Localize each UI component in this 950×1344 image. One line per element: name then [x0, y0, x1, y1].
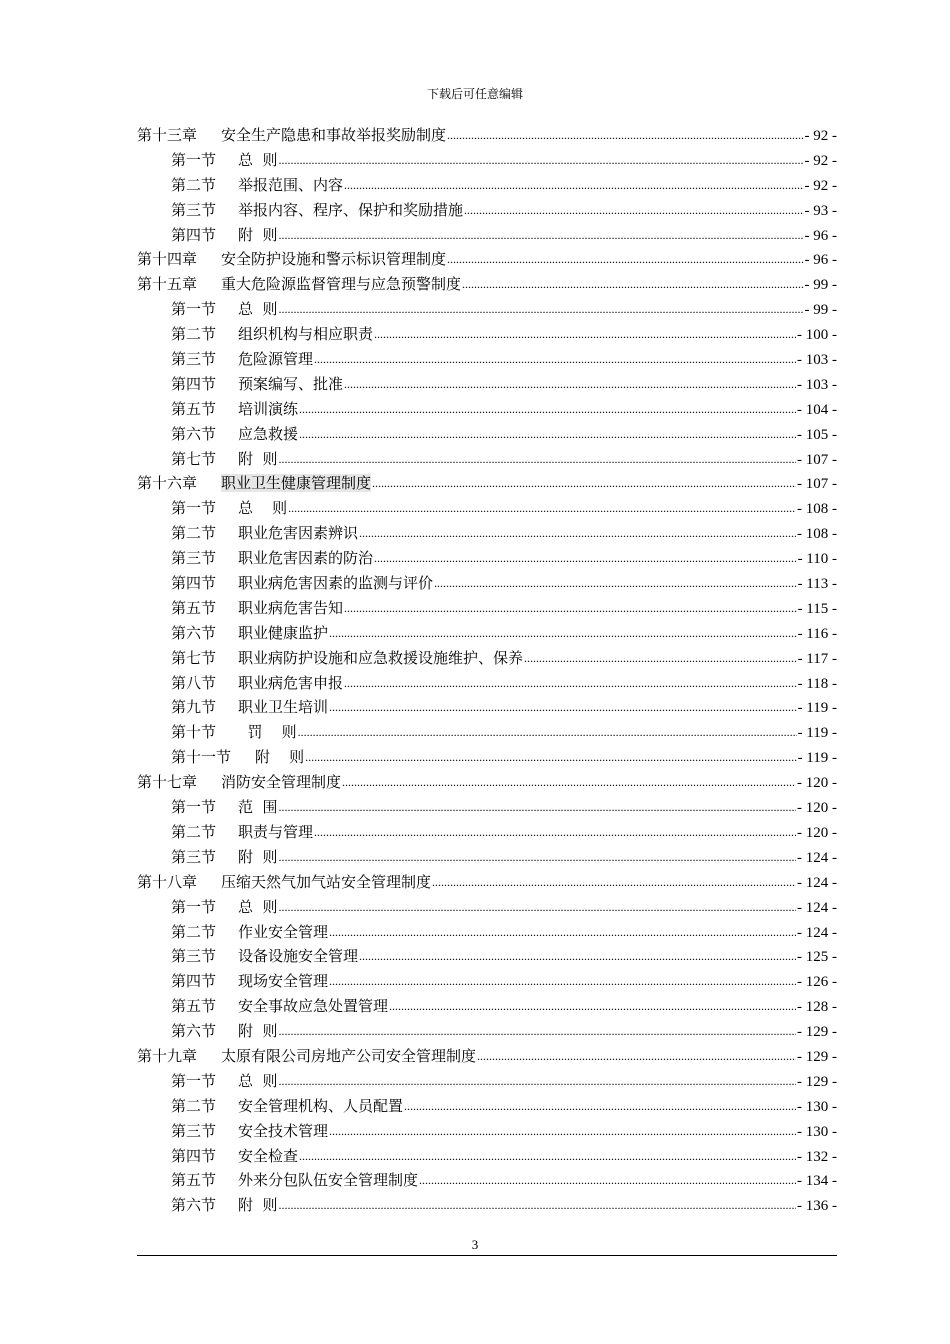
- toc-section-entry[interactable]: [137, 373, 837, 398]
- toc-entry-title: 职业病防护设施和应急救援设施维护、保养: [238, 648, 524, 667]
- toc-entry-number: 第五节: [171, 1171, 217, 1190]
- toc-entry-title: 举报内容、程序、保护和奖励措施: [238, 200, 464, 219]
- toc-entry-page: - 119 -: [797, 750, 837, 767]
- toc-section-entry[interactable]: [137, 945, 837, 970]
- toc-entry-page: - 93 -: [804, 202, 837, 219]
- toc-entry-page: - 129 -: [797, 1048, 837, 1065]
- toc-dot-leader: [464, 200, 803, 215]
- toc-section-entry[interactable]: [137, 597, 837, 622]
- toc-section-entry[interactable]: [137, 647, 837, 672]
- toc-entry-label: [171, 995, 388, 1016]
- toc-entry-page: - 99 -: [804, 302, 837, 319]
- toc-entry-label: [137, 273, 461, 294]
- toc-dot-leader: [344, 374, 796, 389]
- toc-entry-label: [171, 174, 343, 195]
- toc-section-entry[interactable]: [137, 423, 837, 448]
- toc-entry-page: - 92 -: [804, 177, 837, 194]
- toc-entry-title: 设备设施安全管理: [238, 947, 359, 966]
- toc-dot-leader: [342, 772, 796, 787]
- toc-entry-page: - 126 -: [797, 974, 837, 991]
- toc-section-entry[interactable]: [137, 1194, 837, 1219]
- toc-dot-leader: [329, 697, 797, 712]
- footer-rule: [137, 1255, 837, 1256]
- toc-dot-leader: [279, 1071, 796, 1086]
- toc-entry-number: 第十节: [171, 723, 217, 742]
- toc-entry-page: - 100 -: [797, 327, 837, 344]
- toc-entry-label: [171, 1145, 298, 1166]
- toc-entry-page: - 115 -: [797, 600, 837, 617]
- toc-entry-title: 附 则: [238, 1022, 278, 1041]
- toc-section-entry[interactable]: [137, 921, 837, 946]
- table-of-contents: [137, 124, 837, 1219]
- toc-section-entry[interactable]: [137, 348, 837, 373]
- toc-entry-number: 第一节: [171, 897, 217, 916]
- toc-section-entry[interactable]: [137, 174, 837, 199]
- toc-dot-leader: [299, 399, 796, 414]
- toc-dot-leader: [477, 1046, 796, 1061]
- toc-entry-page: - 108 -: [797, 501, 837, 518]
- toc-entry-title: 安全管理机构、人员配置: [238, 1096, 404, 1115]
- toc-entry-number: 第二节: [171, 922, 217, 941]
- toc-entry-title: 安全生产隐患和事故举报奖励制度: [221, 126, 447, 144]
- toc-dot-leader: [279, 897, 796, 912]
- toc-entry-title: 安全事故应急处置管理: [238, 997, 389, 1016]
- toc-dot-leader: [288, 498, 796, 513]
- toc-entry-number: 第十五章: [137, 275, 198, 294]
- toc-entry-label: [171, 149, 278, 170]
- toc-entry-number: 第四节: [171, 225, 217, 244]
- toc-entry-title: 职业危害因素辨识: [238, 524, 359, 543]
- toc-entry-number: 第三节: [171, 947, 217, 966]
- toc-section-entry[interactable]: [137, 298, 837, 323]
- toc-section-entry[interactable]: [137, 622, 837, 647]
- toc-section-entry[interactable]: [137, 796, 837, 821]
- toc-entry-label: [171, 323, 373, 344]
- toc-section-entry[interactable]: [137, 323, 837, 348]
- toc-dot-leader: [389, 996, 796, 1011]
- toc-entry-title: 举报范围、内容: [238, 175, 344, 194]
- toc-entry-page: - 104 -: [797, 401, 837, 418]
- toc-dot-leader: [374, 324, 796, 339]
- toc-entry-number: 第一节: [171, 150, 217, 169]
- toc-entry-label: [171, 846, 278, 867]
- toc-section-entry[interactable]: [137, 721, 837, 746]
- toc-entry-page: - 119 -: [797, 700, 837, 717]
- toc-section-entry[interactable]: [137, 448, 837, 473]
- toc-entry-number: 第一节: [171, 499, 217, 518]
- toc-entry-page: - 124 -: [797, 924, 837, 941]
- toc-chapter-entry[interactable]: [137, 771, 837, 796]
- toc-section-entry[interactable]: [137, 1169, 837, 1194]
- toc-entry-title: 附 则: [238, 449, 278, 468]
- toc-entry-label: [171, 398, 298, 419]
- toc-entry-title: 总 则: [238, 300, 278, 319]
- toc-dot-leader: [279, 1021, 796, 1036]
- toc-entry-page: - 116 -: [797, 625, 837, 642]
- toc-entry-title: 附 则: [238, 1196, 278, 1215]
- toc-entry-page: - 128 -: [797, 999, 837, 1016]
- toc-entry-number: 第八节: [171, 673, 217, 692]
- toc-entry-page: - 117 -: [797, 650, 837, 667]
- toc-entry-title: 附 则: [238, 847, 278, 866]
- toc-dot-leader: [359, 946, 796, 961]
- toc-section-entry[interactable]: [137, 149, 837, 174]
- toc-chapter-entry[interactable]: [137, 273, 837, 298]
- toc-entry-number: 第六节: [171, 623, 217, 642]
- toc-entry-label: [171, 696, 328, 717]
- toc-entry-title: 职责与管理: [238, 822, 314, 841]
- toc-entry-title: 职业卫生培训: [238, 698, 329, 717]
- toc-entry-label: [171, 896, 278, 917]
- toc-section-entry[interactable]: [137, 1095, 837, 1120]
- toc-dot-leader: [419, 1170, 796, 1185]
- toc-section-entry[interactable]: [137, 572, 837, 597]
- toc-dot-leader: [329, 922, 796, 937]
- toc-dot-leader: [434, 573, 797, 588]
- toc-entry-title: 安全技术管理: [238, 1121, 329, 1140]
- toc-entry-title: 总 则: [238, 897, 278, 916]
- toc-dot-leader: [329, 1121, 796, 1136]
- toc-entry-page: - 96 -: [804, 227, 837, 244]
- toc-section-entry[interactable]: [137, 672, 837, 697]
- toc-entry-page: - 124 -: [797, 849, 837, 866]
- toc-entry-label: [171, 672, 343, 693]
- toc-entry-number: 第五节: [171, 997, 217, 1016]
- toc-entry-label: [171, 497, 287, 518]
- toc-dot-leader: [359, 523, 796, 538]
- toc-dot-leader: [404, 1096, 796, 1111]
- toc-entry-title: 组织机构与相应职责: [238, 325, 374, 344]
- toc-entry-title: 培训演练: [238, 399, 299, 418]
- toc-entry-label: [171, 423, 298, 444]
- toc-entry-page: - 92 -: [804, 152, 837, 169]
- toc-dot-leader: [462, 274, 803, 289]
- toc-dot-leader: [279, 1195, 796, 1210]
- toc-entry-number: 第七节: [171, 648, 217, 667]
- toc-entry-label: [171, 373, 343, 394]
- toc-section-entry[interactable]: [137, 821, 837, 846]
- toc-entry-number: 第二节: [171, 175, 217, 194]
- toc-dot-leader: [344, 175, 803, 190]
- toc-entry-label: [171, 1194, 278, 1215]
- toc-entry-number: 第二节: [171, 1096, 217, 1115]
- toc-entry-page: - 120 -: [797, 824, 837, 841]
- toc-entry-title: 压缩天然气加气站安全管理制度: [221, 872, 432, 891]
- toc-chapter-entry[interactable]: [137, 1045, 837, 1070]
- toc-entry-label: [171, 1020, 278, 1041]
- toc-chapter-entry[interactable]: [137, 248, 837, 273]
- toc-section-entry[interactable]: [137, 746, 837, 771]
- toc-entry-page: - 120 -: [797, 775, 837, 792]
- toc-dot-leader: [314, 822, 796, 837]
- toc-dot-leader: [524, 648, 797, 663]
- toc-entry-title: 职业病危害告知: [238, 598, 344, 617]
- toc-section-entry[interactable]: [137, 1020, 837, 1045]
- toc-section-entry[interactable]: [137, 696, 837, 721]
- toc-entry-label: [171, 1120, 328, 1141]
- toc-entry-title: 职业危害因素的防治: [238, 549, 374, 568]
- toc-entry-number: 第四节: [171, 574, 217, 593]
- toc-section-entry[interactable]: [137, 970, 837, 995]
- toc-entry-page: - 120 -: [797, 800, 837, 817]
- toc-entry-title: 范 围: [238, 798, 278, 817]
- toc-entry-label: [137, 871, 431, 892]
- toc-entry-label: [171, 448, 278, 469]
- toc-entry-number: 第三节: [171, 1121, 217, 1140]
- toc-entry-title: 作业安全管理: [238, 922, 329, 941]
- toc-entry-page: - 103 -: [797, 376, 837, 393]
- toc-section-entry[interactable]: [137, 995, 837, 1020]
- toc-entry-page: - 129 -: [797, 1073, 837, 1090]
- toc-entry-page: - 124 -: [797, 899, 837, 916]
- toc-entry-number: 第九节: [171, 698, 217, 717]
- toc-entry-label: [171, 796, 278, 817]
- toc-entry-label: [171, 199, 463, 220]
- toc-entry-label: [171, 746, 304, 767]
- toc-dot-leader: [305, 747, 796, 762]
- toc-entry-label: [171, 1070, 278, 1091]
- toc-dot-leader: [344, 673, 797, 688]
- page-header: 下载后可任意编辑: [426, 87, 523, 101]
- toc-entry-label: [171, 945, 358, 966]
- toc-entry-title: 外来分包队伍安全管理制度: [238, 1171, 419, 1190]
- toc-entry-title: 职业病危害因素的监测与评价: [238, 574, 434, 593]
- toc-section-entry[interactable]: [137, 1120, 837, 1145]
- toc-entry-number: 第十一节: [171, 748, 232, 767]
- toc-entry-number: 第六节: [171, 424, 217, 443]
- toc-entry-label: [171, 1169, 418, 1190]
- toc-entry-label: [137, 124, 446, 145]
- toc-dot-leader: [432, 872, 796, 887]
- toc-entry-title: 重大危险源监督管理与应急预警制度: [221, 275, 462, 294]
- toc-entry-number: 第四节: [171, 972, 217, 991]
- toc-dot-leader: [279, 797, 796, 812]
- toc-entry-page: - 136 -: [797, 1198, 837, 1215]
- toc-dot-leader: [279, 150, 804, 165]
- toc-entry-number: 第十三章: [137, 126, 198, 144]
- toc-entry-number: 第二节: [171, 325, 217, 344]
- toc-entry-title: 附 则: [238, 225, 278, 244]
- toc-entry-page: - 105 -: [797, 426, 837, 443]
- toc-entry-number: 第一节: [171, 300, 217, 319]
- toc-entry-page: - 92 -: [804, 128, 837, 144]
- toc-dot-leader: [279, 299, 804, 314]
- toc-entry-label: [171, 547, 373, 568]
- toc-entry-title: 安全检查: [238, 1146, 299, 1165]
- toc-entry-title: 总 则: [238, 499, 288, 518]
- toc-entry-number: 第四节: [171, 1146, 217, 1165]
- toc-section-entry[interactable]: [137, 846, 837, 871]
- toc-entry-page: - 96 -: [804, 252, 837, 269]
- toc-entry-number: 第七节: [171, 449, 217, 468]
- toc-entry-page: - 108 -: [797, 526, 837, 543]
- toc-dot-leader: [447, 125, 803, 140]
- toc-entry-page: - 110 -: [797, 551, 837, 568]
- toc-entry-number: 第五节: [171, 399, 217, 418]
- toc-dot-leader: [299, 424, 796, 439]
- toc-dot-leader: [298, 722, 797, 737]
- toc-entry-label: [171, 970, 328, 991]
- toc-entry-label: [171, 622, 328, 643]
- toc-dot-leader: [372, 473, 796, 488]
- toc-entry-number: 第二节: [171, 822, 217, 841]
- toc-entry-page: - 107 -: [797, 451, 837, 468]
- toc-entry-label: [171, 597, 343, 618]
- toc-dot-leader: [314, 349, 796, 364]
- toc-chapter-entry[interactable]: [137, 472, 837, 497]
- toc-entry-title: 职业卫生健康管理制度: [221, 474, 372, 493]
- toc-section-entry[interactable]: [137, 224, 837, 249]
- toc-entry-number: 第二节: [171, 524, 217, 543]
- toc-entry-number: 第五节: [171, 598, 217, 617]
- toc-entry-label: [137, 1045, 476, 1066]
- toc-dot-leader: [329, 971, 796, 986]
- toc-section-entry[interactable]: [137, 1070, 837, 1095]
- toc-entry-label: [137, 472, 371, 493]
- toc-entry-label: [171, 921, 328, 942]
- toc-entry-label: [171, 572, 433, 593]
- toc-entry-number: 第十九章: [137, 1046, 198, 1065]
- toc-entry-label: [171, 1095, 403, 1116]
- toc-entry-title: 附 则: [255, 748, 305, 767]
- toc-section-entry[interactable]: [137, 398, 837, 423]
- toc-section-entry[interactable]: [137, 547, 837, 572]
- toc-entry-number: 第十四章: [137, 250, 198, 269]
- toc-section-entry[interactable]: [137, 896, 837, 921]
- toc-chapter-entry[interactable]: [137, 871, 837, 896]
- page-number: 3: [471, 1237, 479, 1252]
- toc-section-entry[interactable]: [137, 199, 837, 224]
- toc-section-entry[interactable]: [137, 1145, 837, 1170]
- toc-entry-page: - 119 -: [797, 725, 837, 742]
- toc-dot-leader: [299, 1146, 796, 1161]
- toc-entry-page: - 113 -: [797, 576, 837, 593]
- toc-section-entry[interactable]: [137, 497, 837, 522]
- toc-entry-label: [171, 224, 278, 245]
- toc-entry-number: 第十八章: [137, 872, 198, 891]
- toc-entry-page: - 124 -: [797, 874, 837, 891]
- toc-entry-label: [171, 522, 358, 543]
- toc-entry-title: 消防安全管理制度: [221, 773, 342, 792]
- toc-dot-leader: [329, 623, 797, 638]
- toc-entry-title: 太原有限公司房地产公司安全管理制度: [221, 1046, 477, 1065]
- toc-entry-label: [137, 248, 446, 269]
- toc-entry-title: 现场安全管理: [238, 972, 329, 991]
- toc-entry-number: 第六节: [171, 1022, 217, 1041]
- toc-entry-title: 安全防护设施和警示标识管理制度: [221, 250, 447, 269]
- toc-entry-number: 第三节: [171, 350, 217, 369]
- toc-entry-page: - 130 -: [797, 1098, 837, 1115]
- toc-entry-title: 危险源管理: [238, 350, 314, 369]
- toc-entry-title: 职业健康监护: [238, 623, 329, 642]
- toc-chapter-entry[interactable]: [137, 124, 837, 149]
- toc-dot-leader: [447, 249, 803, 264]
- toc-entry-number: 第六节: [171, 1196, 217, 1215]
- toc-entry-number: 第三节: [171, 200, 217, 219]
- toc-dot-leader: [344, 598, 797, 613]
- toc-entry-label: [137, 771, 341, 792]
- toc-dot-leader: [279, 847, 796, 862]
- toc-entry-title: 预案编写、批准: [238, 374, 344, 393]
- toc-entry-label: [171, 647, 523, 668]
- toc-entry-title: 总 则: [238, 1071, 278, 1090]
- toc-entry-number: 第一节: [171, 798, 217, 817]
- toc-entry-page: - 103 -: [797, 352, 837, 369]
- toc-entry-number: 第十六章: [137, 474, 198, 493]
- toc-entry-page: - 134 -: [797, 1173, 837, 1190]
- toc-entry-page: - 125 -: [797, 949, 837, 966]
- toc-entry-number: 第三节: [171, 847, 217, 866]
- toc-entry-title: 应急救援: [238, 424, 299, 443]
- toc-entry-page: - 130 -: [797, 1123, 837, 1140]
- toc-entry-number: 第三节: [171, 549, 217, 568]
- toc-entry-number: 第四节: [171, 374, 217, 393]
- toc-entry-label: [171, 298, 278, 319]
- toc-entry-page: - 107 -: [797, 476, 837, 493]
- toc-dot-leader: [279, 225, 804, 240]
- toc-entry-page: - 99 -: [804, 277, 837, 294]
- toc-entry-title: 罚 则: [238, 723, 297, 742]
- toc-entry-label: [171, 821, 313, 842]
- toc-entry-page: - 132 -: [797, 1148, 837, 1165]
- toc-section-entry[interactable]: [137, 522, 837, 547]
- toc-entry-title: 总 则: [238, 150, 278, 169]
- toc-entry-page: - 129 -: [797, 1024, 837, 1041]
- toc-entry-label: [171, 721, 297, 742]
- toc-entry-label: [171, 348, 313, 369]
- toc-entry-number: 第十七章: [137, 773, 198, 792]
- toc-entry-page: - 118 -: [797, 675, 837, 692]
- toc-dot-leader: [279, 449, 796, 464]
- toc-dot-leader: [374, 548, 797, 563]
- toc-entry-title: 职业病危害申报: [238, 673, 344, 692]
- toc-entry-number: 第一节: [171, 1071, 217, 1090]
